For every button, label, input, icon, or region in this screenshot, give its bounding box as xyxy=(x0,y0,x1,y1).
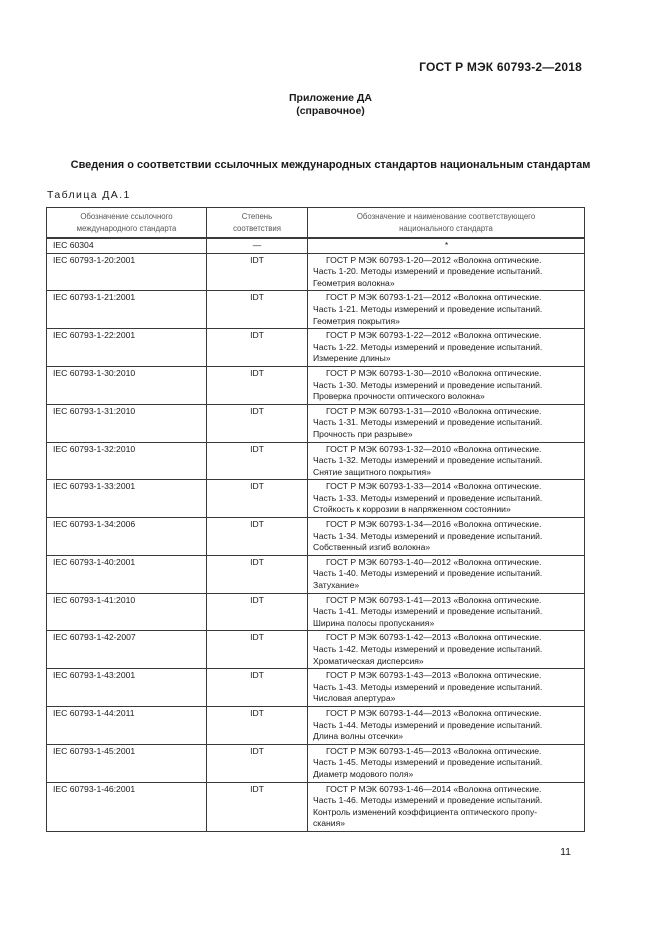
national-standard-line: Часть 1-41. Методы измерений и проведение испытаний. xyxy=(313,606,543,617)
standard-code: ГОСТ Р МЭК 60793-2—2018 xyxy=(419,60,582,74)
national-standard-text: ГОСТ Р МЭК 60793-1-41—2013 «Волокна оптические. xyxy=(326,594,542,605)
national-standard-line: Числовая апертура» xyxy=(313,693,396,704)
intl-standard-cell: IEC 60793-1-21:2001 xyxy=(47,291,207,329)
intl-standard-cell: IEC 60793-1-22:2001 xyxy=(47,329,207,367)
national-standard-line: Собственный изгиб волокна» xyxy=(313,542,431,553)
national-standard-line xyxy=(313,368,580,380)
national-standard-line xyxy=(313,746,580,758)
intl-standard-cell: IEC 60793-1-46:2001 xyxy=(47,782,207,831)
national-standard-line: Часть 1-22. Методы измерений и проведение испытаний. xyxy=(313,341,543,352)
national-standard-line: Часть 1-42. Методы измерений и проведение испытаний. xyxy=(313,644,543,654)
national-standard-cell xyxy=(308,706,585,744)
national-standard-text: ГОСТ Р МЭК 60793-1-42—2013 «Волокна оптические. xyxy=(326,632,542,643)
national-standard-line xyxy=(313,784,580,796)
national-standard-text: ГОСТ Р МЭК 60793-1-30—2010 «Волокна оптические. xyxy=(326,367,542,378)
intl-standard-cell: IEC 60793-1-41:2010 xyxy=(47,593,207,631)
header-line: Степень xyxy=(241,212,273,221)
national-standard-text: ГОСТ Р МЭК 60793-1-44—2013 «Волокна оптические. xyxy=(326,707,542,718)
degree-cell: IDT xyxy=(207,631,308,669)
national-standard-cell xyxy=(308,329,585,367)
degree-cell: IDT xyxy=(207,253,308,291)
intl-standard-cell: IEC 60793-1-33:2001 xyxy=(47,480,207,518)
degree-cell: IDT xyxy=(207,442,308,480)
table-row xyxy=(47,366,585,404)
national-standard-line: Часть 1-46. Методы измерений и проведение испытаний. xyxy=(313,795,543,806)
national-standard-line xyxy=(313,481,580,493)
national-standard-line: Часть 1-45. Методы измерений и проведение испытаний. xyxy=(313,757,543,768)
national-standard-cell xyxy=(308,442,585,480)
table-row xyxy=(47,744,585,782)
header-line: Обозначение и наименование соответствующего xyxy=(356,212,536,221)
national-standard-line xyxy=(313,255,580,267)
table-row xyxy=(47,555,585,593)
national-standard-line: Ширина полосы пропускания» xyxy=(313,617,435,628)
degree-cell: IDT xyxy=(207,291,308,329)
national-standard-line: Часть 1-20. Методы измерений и проведение испытаний. xyxy=(313,266,543,277)
table-row xyxy=(47,329,585,367)
table-body xyxy=(47,238,585,831)
national-standard-text: ГОСТ Р МЭК 60793-1-31—2010 «Волокна оптические. xyxy=(326,405,542,416)
table-row xyxy=(47,669,585,707)
national-standard-line: Длина волны отсечки» xyxy=(313,731,403,742)
table-row xyxy=(47,442,585,480)
degree-cell: IDT xyxy=(207,555,308,593)
national-standard-line: Прочность при разрыве» xyxy=(313,428,413,439)
national-standard-line xyxy=(313,406,580,418)
national-standard-cell xyxy=(308,366,585,404)
national-standard-cell xyxy=(308,238,585,253)
national-standard-line: * xyxy=(444,240,449,250)
table-row xyxy=(47,593,585,631)
national-standard-line: Часть 1-32. Методы измерений и проведение испытаний. xyxy=(313,455,543,466)
national-standard-line xyxy=(313,595,580,607)
national-standard-line: Контроль изменений коэффициента оптического пропу- xyxy=(313,806,538,817)
table-row xyxy=(47,631,585,669)
national-standard-line: Часть 1-40. Методы измерений и проведение испытаний. xyxy=(313,568,543,579)
national-standard-text: ГОСТ Р МЭК 60793-1-40—2012 «Волокна оптические. xyxy=(326,556,542,567)
national-standard-cell xyxy=(308,669,585,707)
correspondence-table xyxy=(46,207,585,832)
intl-standard-cell: IEC 60793-1-20:2001 xyxy=(47,253,207,291)
national-standard-cell xyxy=(308,631,585,669)
degree-cell: IDT xyxy=(207,669,308,707)
header-line: национального стандарта xyxy=(399,224,493,233)
degree-cell: IDT xyxy=(207,329,308,367)
national-standard-line: Диаметр модового поля» xyxy=(313,768,414,779)
intl-standard-cell: IEC 60793-1-32:2010 xyxy=(47,442,207,480)
intl-standard-cell: IEC 60793-1-44:2011 xyxy=(47,706,207,744)
annex-subtitle: (справочное) xyxy=(296,105,365,117)
national-standard-line: Стойкость к коррозии в напряженном состоянии» xyxy=(313,504,511,515)
national-standard-text: ГОСТ Р МЭК 60793-1-34—2016 «Волокна оптические. xyxy=(326,519,542,530)
intl-standard-cell: IEC 60793-1-34:2006 xyxy=(47,518,207,556)
national-standard-line xyxy=(313,519,580,531)
degree-cell: IDT xyxy=(207,518,308,556)
national-standard-line: Снятие защитного покрытия» xyxy=(313,466,431,477)
national-standard-cell xyxy=(308,593,585,631)
national-standard-line: Часть 1-30. Методы измерений и проведение испытаний. xyxy=(313,379,543,390)
degree-cell: IDT xyxy=(207,744,308,782)
degree-cell: IDT xyxy=(207,706,308,744)
intl-standard-cell: IEC 60304 xyxy=(47,238,207,253)
header-intl-standard xyxy=(47,208,207,239)
intl-standard-cell: IEC 60793-1-30:2010 xyxy=(47,366,207,404)
table-caption: Таблица ДА.1 xyxy=(47,189,131,201)
national-standard-text: ГОСТ Р МЭК 60793-1-20—2012 «Волокна оптические. xyxy=(326,254,542,265)
national-standard-text: ГОСТ Р МЭК 60793-1-21—2012 «Волокна оптические. xyxy=(326,292,542,303)
table-row xyxy=(47,238,585,253)
header-line: Обозначение ссылочного xyxy=(80,212,173,221)
national-standard-text: ГОСТ Р МЭК 60793-1-46—2014 «Волокна оптические. xyxy=(326,783,542,794)
national-standard-text: ГОСТ Р МЭК 60793-1-43—2013 «Волокна оптические. xyxy=(326,670,542,681)
national-standard-line xyxy=(313,557,580,569)
header-degree xyxy=(207,208,308,239)
table-row xyxy=(47,291,585,329)
table-row xyxy=(47,404,585,442)
header-national-standard xyxy=(308,208,585,239)
national-standard-line xyxy=(313,670,580,682)
national-standard-line: Часть 1-34. Методы измерений и проведение испытаний. xyxy=(313,530,543,541)
table-row xyxy=(47,518,585,556)
national-standard-line xyxy=(313,292,580,304)
national-standard-line: скания» xyxy=(313,818,346,829)
intl-standard-cell: IEC 60793-1-42-2007 xyxy=(47,631,207,669)
national-standard-line: Часть 1-31. Методы измерений и проведение испытаний. xyxy=(313,417,543,428)
degree-cell: IDT xyxy=(207,404,308,442)
intl-standard-cell: IEC 60793-1-31:2010 xyxy=(47,404,207,442)
national-standard-cell xyxy=(308,744,585,782)
national-standard-cell xyxy=(308,518,585,556)
national-standard-text: ГОСТ Р МЭК 60793-1-32—2010 «Волокна оптические. xyxy=(326,443,542,454)
national-standard-cell xyxy=(308,291,585,329)
page-number: 11 xyxy=(560,846,571,858)
annex-title: Приложение ДА xyxy=(289,92,372,104)
national-standard-line: Часть 1-33. Методы измерений и проведение испытаний. xyxy=(313,492,543,503)
header-line: международного стандарта xyxy=(76,224,177,233)
table-row xyxy=(47,253,585,291)
intl-standard-cell: IEC 60793-1-40:2001 xyxy=(47,555,207,593)
national-standard-line: Измерение длины» xyxy=(313,353,391,364)
national-standard-text: ГОСТ Р МЭК 60793-1-33—2014 «Волокна оптические. xyxy=(326,481,542,492)
section-title: Сведения о соответствии ссылочных международных стандартов национальным стандартам xyxy=(70,159,591,171)
table-row xyxy=(47,480,585,518)
national-standard-line: Часть 1-44. Методы измерений и проведение испытаний. xyxy=(313,719,543,730)
national-standard-line: Геометрия покрытия» xyxy=(313,315,400,326)
degree-cell: IDT xyxy=(207,366,308,404)
national-standard-text: ГОСТ Р МЭК 60793-1-45—2013 «Волокна оптические. xyxy=(326,745,542,756)
national-standard-cell xyxy=(308,404,585,442)
national-standard-line: Геометрия волокна» xyxy=(313,277,395,288)
header-line: соответствия xyxy=(233,224,281,233)
table-row xyxy=(47,706,585,744)
degree-cell: IDT xyxy=(207,593,308,631)
national-standard-line: Затухание» xyxy=(313,580,360,591)
degree-cell: IDT xyxy=(207,480,308,518)
national-standard-line xyxy=(313,444,580,456)
national-standard-line: Хроматическая дисперсия» xyxy=(313,655,424,666)
national-standard-cell xyxy=(308,782,585,831)
national-standard-line xyxy=(313,632,580,644)
table-header-row xyxy=(47,208,585,239)
annex-heading xyxy=(0,92,661,118)
national-standard-text: ГОСТ Р МЭК 60793-1-22—2012 «Волокна оптические. xyxy=(326,330,542,341)
intl-standard-cell: IEC 60793-1-45:2001 xyxy=(47,744,207,782)
degree-cell: — xyxy=(207,238,308,253)
intl-standard-cell: IEC 60793-1-43:2001 xyxy=(47,669,207,707)
national-standard-cell xyxy=(308,253,585,291)
national-standard-line: Проверка прочности оптического волокна» xyxy=(313,391,485,402)
national-standard-line: Часть 1-21. Методы измерений и проведение испытаний. xyxy=(313,303,543,314)
degree-cell: IDT xyxy=(207,782,308,831)
national-standard-cell xyxy=(308,555,585,593)
national-standard-line: Часть 1-43. Методы измерений и проведение испытаний. xyxy=(313,681,543,692)
national-standard-line xyxy=(313,708,580,720)
national-standard-line xyxy=(313,330,580,342)
table-row xyxy=(47,782,585,831)
national-standard-cell xyxy=(308,480,585,518)
